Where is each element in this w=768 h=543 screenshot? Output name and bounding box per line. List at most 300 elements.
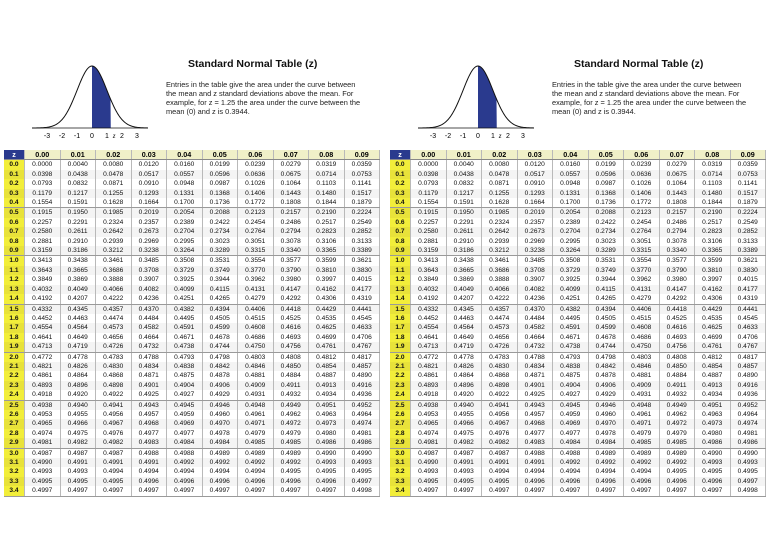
- bell-curve-figure: [30, 40, 150, 145]
- area-cell: 0.3078: [273, 237, 309, 246]
- area-cell: 0.4808: [273, 352, 309, 362]
- area-cell: 0.1368: [588, 189, 624, 198]
- area-cell: 0.3770: [238, 266, 274, 275]
- area-cell: 0.4382: [553, 304, 589, 314]
- area-cell: 0.3340: [659, 246, 695, 256]
- area-cell: 0.4222: [482, 294, 518, 304]
- area-cell: 0.4251: [553, 294, 589, 304]
- z-value-cell: 0.5: [390, 208, 411, 218]
- area-cell: 0.4987: [411, 448, 447, 458]
- axis-tick-label: -1: [459, 133, 467, 140]
- area-cell: 0.4997: [202, 486, 238, 496]
- area-cell: 0.3106: [695, 237, 731, 246]
- area-cell: 0.4974: [730, 419, 766, 428]
- z-table-panel-left: [2, 10, 380, 534]
- area-cell: 0.1628: [96, 198, 132, 208]
- area-cell: 0.2794: [659, 227, 695, 236]
- area-cell: 0.4838: [167, 362, 203, 371]
- area-cell: 0.4633: [730, 323, 766, 332]
- area-cell: 0.2549: [730, 218, 766, 227]
- area-cell: 0.0319: [309, 160, 345, 170]
- area-cell: 0.4345: [60, 304, 96, 314]
- table-row: [4, 170, 380, 179]
- area-cell: 0.4986: [344, 438, 380, 448]
- area-cell: 0.4995: [446, 477, 482, 486]
- area-cell: 0.4803: [238, 352, 274, 362]
- z-value-cell: 0.4: [390, 198, 411, 208]
- area-cell: 0.4994: [624, 467, 660, 476]
- area-cell: 0.1517: [730, 189, 766, 198]
- area-cell: 0.3106: [309, 237, 345, 246]
- area-cell: 0.4977: [131, 429, 167, 438]
- area-cell: 0.3485: [131, 256, 167, 266]
- area-cell: 0.2123: [624, 208, 660, 218]
- area-cell: 0.1554: [411, 198, 447, 208]
- area-cell: 0.2673: [131, 227, 167, 236]
- area-cell: 0.1064: [273, 179, 309, 188]
- area-cell: 0.4854: [309, 362, 345, 371]
- area-cell: 0.0080: [96, 160, 132, 170]
- area-cell: 0.4974: [344, 419, 380, 428]
- area-cell: 0.3461: [482, 256, 518, 266]
- area-cell: 0.4904: [553, 381, 589, 390]
- area-cell: 0.0910: [131, 179, 167, 188]
- area-cell: 0.4929: [588, 390, 624, 400]
- area-cell: 0.4671: [167, 333, 203, 342]
- area-cell: 0.4452: [25, 314, 61, 323]
- area-cell: 0.0359: [730, 160, 766, 170]
- area-cell: 0.4996: [273, 477, 309, 486]
- area-cell: 0.4963: [309, 410, 345, 419]
- area-cell: 0.4990: [344, 448, 380, 458]
- area-cell: 0.2734: [588, 227, 624, 236]
- area-cell: 0.4616: [273, 323, 309, 332]
- z-value-cell: 3.1: [390, 458, 411, 467]
- area-cell: 0.2291: [446, 218, 482, 227]
- area-cell: 0.4826: [60, 362, 96, 371]
- table-row: [4, 362, 380, 371]
- area-cell: 0.0398: [25, 170, 61, 179]
- area-cell: 0.4995: [60, 477, 96, 486]
- area-cell: 0.3849: [411, 275, 447, 284]
- area-cell: 0.4066: [482, 285, 518, 294]
- area-cell: 0.4857: [730, 362, 766, 371]
- area-cell: 0.3159: [411, 246, 447, 256]
- area-cell: 0.4959: [167, 410, 203, 419]
- area-cell: 0.3051: [238, 237, 274, 246]
- area-cell: 0.4956: [96, 410, 132, 419]
- area-cell: 0.3365: [695, 246, 731, 256]
- area-cell: 0.4515: [624, 314, 660, 323]
- table-row: [390, 467, 766, 476]
- area-cell: 0.4991: [517, 458, 553, 467]
- area-cell: 0.4992: [659, 458, 695, 467]
- area-cell: 0.3186: [60, 246, 96, 256]
- area-cell: 0.4767: [730, 342, 766, 352]
- header-row: [390, 150, 766, 160]
- area-cell: 0.4997: [553, 486, 589, 496]
- area-cell: 0.1950: [60, 208, 96, 218]
- area-cell: 0.3133: [730, 237, 766, 246]
- area-cell: 0.4699: [309, 333, 345, 342]
- area-cell: 0.4911: [273, 381, 309, 390]
- area-cell: 0.4505: [202, 314, 238, 323]
- area-cell: 0.4525: [659, 314, 695, 323]
- area-cell: 0.4850: [273, 362, 309, 371]
- area-cell: 0.2580: [25, 227, 61, 236]
- z-value-cell: 1.0: [390, 256, 411, 266]
- area-cell: 0.1591: [446, 198, 482, 208]
- area-cell: 0.0279: [273, 160, 309, 170]
- area-cell: 0.4993: [25, 467, 61, 476]
- area-cell: 0.4946: [202, 400, 238, 410]
- area-cell: 0.4719: [60, 342, 96, 352]
- area-cell: 0.4996: [309, 477, 345, 486]
- area-cell: 0.4952: [730, 400, 766, 410]
- area-cell: 0.4979: [624, 429, 660, 438]
- area-cell: 0.0596: [202, 170, 238, 179]
- table-row: [4, 275, 380, 284]
- area-cell: 0.4406: [624, 304, 660, 314]
- area-cell: 0.4938: [411, 400, 447, 410]
- area-cell: 0.2910: [60, 237, 96, 246]
- area-cell: 0.4931: [624, 390, 660, 400]
- area-cell: 0.2257: [411, 218, 447, 227]
- area-cell: 0.4949: [659, 400, 695, 410]
- area-cell: 0.4582: [517, 323, 553, 332]
- area-cell: 0.4793: [553, 352, 589, 362]
- axis-tick-label: -1: [73, 133, 81, 140]
- z-column-header: z: [390, 150, 411, 160]
- area-cell: 0.4974: [25, 429, 61, 438]
- z-value-cell: 1.1: [4, 266, 25, 275]
- area-cell: 0.4394: [588, 304, 624, 314]
- area-cell: 0.3438: [60, 256, 96, 266]
- z-column-header: z: [4, 150, 25, 160]
- area-cell: 0.4015: [344, 275, 380, 284]
- area-cell: 0.3508: [553, 256, 589, 266]
- area-cell: 0.3907: [517, 275, 553, 284]
- area-cell: 0.2054: [167, 208, 203, 218]
- area-cell: 0.2019: [517, 208, 553, 218]
- table-row: [4, 323, 380, 332]
- area-cell: 0.3621: [344, 256, 380, 266]
- area-cell: 0.4927: [553, 390, 589, 400]
- area-cell: 0.4981: [411, 438, 447, 448]
- area-cell: 0.4986: [730, 438, 766, 448]
- area-cell: 0.4726: [96, 342, 132, 352]
- area-cell: 0.1700: [167, 198, 203, 208]
- area-cell: 0.4693: [659, 333, 695, 342]
- area-cell: 0.4957: [517, 410, 553, 419]
- area-cell: 0.4838: [553, 362, 589, 371]
- area-cell: 0.4082: [131, 285, 167, 294]
- table-row: [390, 256, 766, 266]
- area-cell: 0.3315: [624, 246, 660, 256]
- area-cell: 0.4997: [730, 477, 766, 486]
- z-value-cell: 0.7: [4, 227, 25, 236]
- area-cell: 0.1480: [695, 189, 731, 198]
- area-cell: 0.4599: [588, 323, 624, 332]
- area-cell: 0.1141: [730, 179, 766, 188]
- area-cell: 0.4996: [588, 477, 624, 486]
- area-cell: 0.0517: [131, 170, 167, 179]
- z-value-cell: 2.6: [4, 410, 25, 419]
- area-cell: 0.4995: [309, 467, 345, 476]
- area-cell: 0.4972: [273, 419, 309, 428]
- table-row: [390, 352, 766, 362]
- area-cell: 0.4982: [96, 438, 132, 448]
- area-cell: 0.2673: [517, 227, 553, 236]
- column-header: 0.01: [446, 150, 482, 160]
- area-cell: 0.4968: [517, 419, 553, 428]
- table-title: Standard Normal Table (z): [188, 58, 318, 70]
- area-cell: 0.4997: [411, 486, 447, 496]
- z-value-cell: 3.0: [4, 448, 25, 458]
- area-cell: 0.4706: [730, 333, 766, 342]
- area-cell: 0.4990: [411, 458, 447, 467]
- area-cell: 0.4985: [238, 438, 274, 448]
- area-cell: 0.3997: [309, 275, 345, 284]
- area-cell: 0.4995: [25, 477, 61, 486]
- z-value-cell: 2.7: [4, 419, 25, 428]
- area-cell: 0.4664: [131, 333, 167, 342]
- area-cell: 0.4956: [482, 410, 518, 419]
- z-value-cell: 1.9: [4, 342, 25, 352]
- area-cell: 0.4984: [167, 438, 203, 448]
- area-cell: 0.4418: [659, 304, 695, 314]
- normal-curve: [418, 66, 534, 128]
- area-cell: 0.4803: [624, 352, 660, 362]
- area-cell: 0.0239: [624, 160, 660, 170]
- area-cell: 0.4949: [273, 400, 309, 410]
- area-cell: 0.3078: [659, 237, 695, 246]
- area-cell: 0.4192: [25, 294, 61, 304]
- area-cell: 0.0080: [482, 160, 518, 170]
- area-cell: 0.0557: [167, 170, 203, 179]
- area-cell: 0.4976: [482, 429, 518, 438]
- area-cell: 0.4995: [411, 477, 447, 486]
- area-cell: 0.4591: [553, 323, 589, 332]
- column-header: 0.07: [659, 150, 695, 160]
- z-value-cell: 2.6: [390, 410, 411, 419]
- z-value-cell: 0.5: [4, 208, 25, 218]
- area-cell: 0.4131: [238, 285, 274, 294]
- area-cell: 0.1664: [131, 198, 167, 208]
- area-cell: 0.4884: [659, 371, 695, 380]
- area-cell: 0.3944: [202, 275, 238, 284]
- area-cell: 0.1844: [309, 198, 345, 208]
- area-cell: 0.4992: [273, 458, 309, 467]
- area-cell: 0.4995: [96, 477, 132, 486]
- area-cell: 0.3340: [273, 246, 309, 256]
- table-row: [4, 419, 380, 428]
- area-cell: 0.4994: [482, 467, 518, 476]
- area-cell: 0.2257: [25, 218, 61, 227]
- area-cell: 0.2764: [238, 227, 274, 236]
- area-cell: 0.4994: [238, 467, 274, 476]
- area-cell: 0.4699: [695, 333, 731, 342]
- area-cell: 0.0871: [96, 179, 132, 188]
- area-cell: 0.4980: [309, 429, 345, 438]
- table-row: [390, 410, 766, 419]
- area-cell: 0.4987: [25, 448, 61, 458]
- area-cell: 0.1103: [695, 179, 731, 188]
- area-cell: 0.4896: [446, 381, 482, 390]
- area-cell: 0.4909: [238, 381, 274, 390]
- area-cell: 0.4925: [517, 390, 553, 400]
- area-cell: 0.3749: [588, 266, 624, 275]
- area-cell: 0.0398: [411, 170, 447, 179]
- area-cell: 0.4279: [624, 294, 660, 304]
- area-cell: 0.4936: [344, 390, 380, 400]
- area-cell: 0.4965: [411, 419, 447, 428]
- area-cell: 0.4608: [624, 323, 660, 332]
- area-cell: 0.4993: [411, 467, 447, 476]
- area-cell: 0.0753: [730, 170, 766, 179]
- area-cell: 0.4881: [238, 371, 274, 380]
- table-row: [390, 170, 766, 179]
- table-row: [390, 198, 766, 208]
- area-cell: 0.4906: [588, 381, 624, 390]
- area-cell: 0.4911: [659, 381, 695, 390]
- area-cell: 0.4913: [695, 381, 731, 390]
- z-value-cell: 1.9: [390, 342, 411, 352]
- area-cell: 0.4306: [309, 294, 345, 304]
- area-cell: 0.3577: [659, 256, 695, 266]
- z-value-cell: 1.2: [4, 275, 25, 284]
- z-value-cell: 2.4: [390, 390, 411, 400]
- z-value-cell: 1.7: [4, 323, 25, 332]
- table-row: [4, 208, 380, 218]
- table-row: [4, 160, 380, 170]
- area-cell: 0.4995: [273, 467, 309, 476]
- area-cell: 0.4977: [517, 429, 553, 438]
- table-row: [390, 323, 766, 332]
- area-cell: 0.4922: [482, 390, 518, 400]
- table-row: [390, 400, 766, 410]
- area-cell: 0.1808: [659, 198, 695, 208]
- column-header: 0.04: [167, 150, 203, 160]
- column-header: 0.07: [273, 150, 309, 160]
- area-cell: 0.4932: [273, 390, 309, 400]
- area-cell: 0.4997: [167, 486, 203, 496]
- area-cell: 0.1141: [344, 179, 380, 188]
- area-cell: 0.4988: [167, 448, 203, 458]
- area-cell: 0.3980: [273, 275, 309, 284]
- area-cell: 0.1217: [446, 189, 482, 198]
- area-cell: 0.4846: [238, 362, 274, 371]
- area-cell: 0.1950: [446, 208, 482, 218]
- area-cell: 0.4099: [167, 285, 203, 294]
- area-cell: 0.4656: [482, 333, 518, 342]
- axis-tick-label: 0: [476, 133, 480, 140]
- area-cell: 0.2969: [131, 237, 167, 246]
- area-cell: 0.4649: [446, 333, 482, 342]
- area-cell: 0.0832: [446, 179, 482, 188]
- area-cell: 0.4878: [588, 371, 624, 380]
- area-cell: 0.3554: [238, 256, 274, 266]
- z-value-cell: 2.3: [390, 381, 411, 390]
- area-cell: 0.1217: [60, 189, 96, 198]
- area-cell: 0.4925: [131, 390, 167, 400]
- z-value-cell: 1.6: [4, 314, 25, 323]
- area-cell: 0.1255: [96, 189, 132, 198]
- area-cell: 0.4985: [273, 438, 309, 448]
- area-cell: 0.4992: [167, 458, 203, 467]
- area-cell: 0.4826: [446, 362, 482, 371]
- z-value-cell: 0.1: [390, 170, 411, 179]
- area-cell: 0.4744: [202, 342, 238, 352]
- area-cell: 0.1554: [25, 198, 61, 208]
- z-value-cell: 1.7: [390, 323, 411, 332]
- area-cell: 0.4332: [25, 304, 61, 314]
- table-title: Standard Normal Table (z): [574, 58, 704, 70]
- z-value-cell: 1.5: [390, 304, 411, 314]
- area-cell: 0.2019: [131, 208, 167, 218]
- axis-tick-label: 0: [90, 133, 94, 140]
- area-cell: 0.3264: [553, 246, 589, 256]
- table-row: [390, 390, 766, 400]
- area-cell: 0.4049: [60, 285, 96, 294]
- area-cell: 0.4893: [411, 381, 447, 390]
- area-cell: 0.0239: [238, 160, 274, 170]
- area-cell: 0.4960: [202, 410, 238, 419]
- z-value-cell: 1.3: [4, 285, 25, 294]
- area-cell: 0.4960: [588, 410, 624, 419]
- z-value-cell: 1.0: [4, 256, 25, 266]
- table-row: [390, 477, 766, 486]
- table-row: [4, 179, 380, 188]
- area-cell: 0.3686: [96, 266, 132, 275]
- area-cell: 0.4920: [60, 390, 96, 400]
- area-cell: 0.4997: [25, 486, 61, 496]
- area-cell: 0.4896: [60, 381, 96, 390]
- area-cell: 0.4986: [695, 438, 731, 448]
- area-cell: 0.4931: [238, 390, 274, 400]
- area-cell: 0.4608: [238, 323, 274, 332]
- area-cell: 0.1808: [273, 198, 309, 208]
- area-cell: 0.4990: [309, 448, 345, 458]
- table-row: [4, 266, 380, 275]
- area-cell: 0.2939: [96, 237, 132, 246]
- area-cell: 0.4967: [482, 419, 518, 428]
- table-row: [4, 285, 380, 294]
- area-cell: 0.4988: [553, 448, 589, 458]
- column-header: 0.02: [96, 150, 132, 160]
- table-header: [2, 10, 380, 148]
- z-table: [4, 150, 380, 497]
- area-cell: 0.4798: [588, 352, 624, 362]
- area-cell: 0.4744: [588, 342, 624, 352]
- area-cell: 0.4996: [659, 477, 695, 486]
- column-header: 0.09: [344, 150, 380, 160]
- area-cell: 0.4997: [273, 486, 309, 496]
- area-cell: 0.3849: [25, 275, 61, 284]
- area-cell: 0.4599: [202, 323, 238, 332]
- area-cell: 0.4525: [273, 314, 309, 323]
- area-cell: 0.0040: [446, 160, 482, 170]
- z-marker-label: z: [498, 132, 502, 140]
- area-cell: 0.1517: [344, 189, 380, 198]
- area-cell: 0.2764: [624, 227, 660, 236]
- area-cell: 0.4713: [411, 342, 447, 352]
- area-cell: 0.4913: [309, 381, 345, 390]
- area-cell: 0.4812: [309, 352, 345, 362]
- axis-tick-label: 2: [506, 133, 510, 140]
- area-cell: 0.3438: [446, 256, 482, 266]
- area-cell: 0.0987: [202, 179, 238, 188]
